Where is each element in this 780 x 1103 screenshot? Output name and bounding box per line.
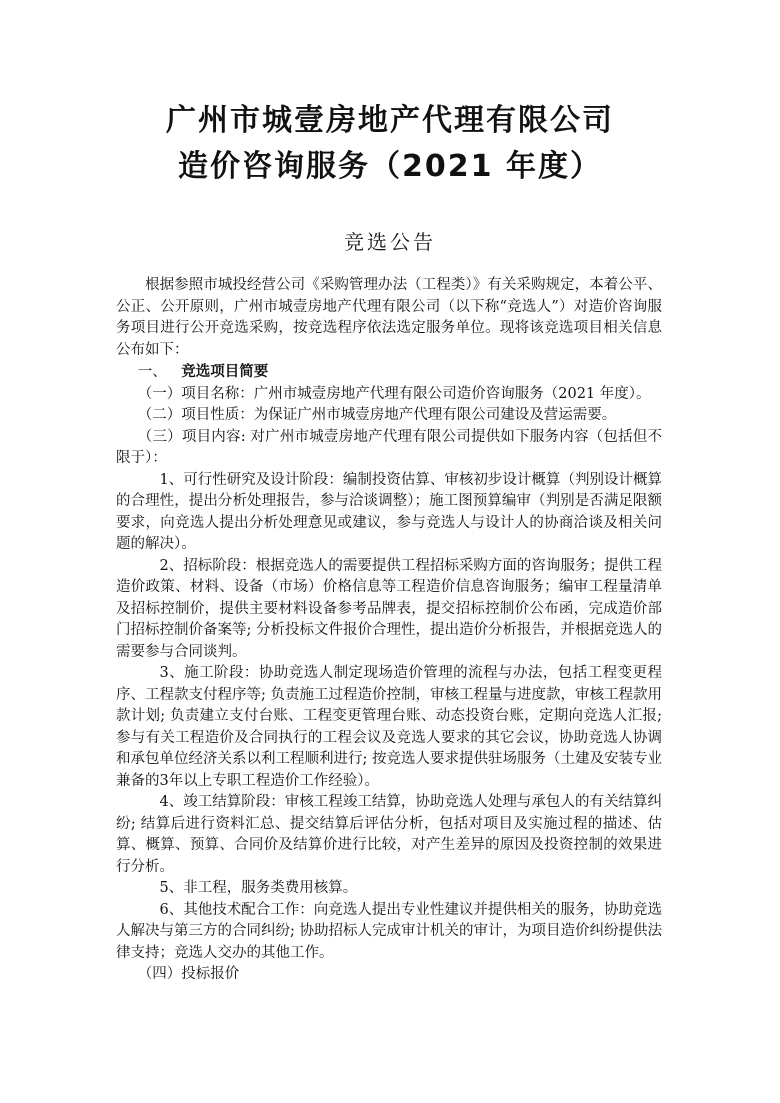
document-body <box>116 275 662 986</box>
item-project-nature: （二）项目性质：为保证广州市城壹房地产代理有限公司建设及营运需要。 <box>137 407 617 423</box>
document-subtitle: 竞选公告 <box>344 230 436 254</box>
stage-paragraph: 5、非工程，服务类费用核算。 <box>159 880 358 896</box>
stage-paragraph: 1、可行性研究及设计阶段：编制投资估算、审核初步设计概算（判别设计概算的合理性，提出分析处理报告，参与洽谈调整）；施工图预算编审（判别是否满足限额要求，向竞选人提出分析处理意见或建议，参与竞选人与设计人的协商洽谈及相关问题的解决）。 <box>116 471 662 552</box>
item-project-name: （一）项目名称：广州市城壹房地产代理有限公司造价咨询服务（2021 年度）。 <box>137 385 651 402</box>
stage-paragraph: 2、招标阶段：根据竞选人的需要提供工程招标采购方面的咨询服务；提供工程造价政策、材料、设备（市场）价格信息等工程造价信息咨询服务；编审工程量清单及招标控制价，提供主要材料设备参考品牌表，提交招标控制价公布函，完成造价部门招标控制价备案等; 分析投标文件报价合理性，提出造价分析报告，并根据竞选人的需要参与合同谈判。 <box>116 557 662 660</box>
title-line-1: 广州市城壹房地产代理有限公司 <box>166 103 614 138</box>
item-project-content: （三）项目内容: 对广州市城壹房地产代理有限公司提供如下服务内容（包括但不限于）： <box>116 428 662 466</box>
stage-paragraph: 4、竣工结算阶段：审核工程竣工结算，协助竞选人处理与承包人的有关结算纠纷; 结算后进行资料汇总、提交结算后评估分析，包括对项目及实施过程的描述、估算、概算、预算、合同价及结算价进行比较，对产生差异的原因及投资控制的效果进行分析。 <box>116 794 662 875</box>
stage-paragraph: 6、其他技术配合工作：向竞选人提出专业性建议并提供相关的服务，协助竞选人解决与第三方的合同纠纷; 协助招标人完成审计机关的审计，为项目造价纠纷提供法律支持；竞选人交办的其他工作。 <box>116 901 662 961</box>
section-heading <box>116 361 662 384</box>
section-number: 一、 <box>137 364 167 380</box>
stage-paragraph: 3、施工阶段：协助竞选人制定现场造价管理的流程与办法，包括工程变更程序、工程款支付程序等; 负责施工过程造价控制，审核工程量与进度款，审核工程款用款计划; 负责建立支付台账、工程变更管理台账、动态投资台账，定期向竞选人汇报; 参与有关工程造价及合同执行的工程会议及竞选人要求的其它会议，协助竞选人协调和承包单位经济关系以利工程顺利进行; 按竞选人要求提供驻场服务（土建及安装专业兼备的3年以上专职工程造价工作经验）。 <box>116 665 662 789</box>
intro-paragraph: 根据参照市城投经营公司《采购管理办法（工程类）》有关采购规定，本着公平、公正、公开原则，广州市城壹房地产代理有限公司（以下称“竞选人”）对造价咨询服务项目进行公开竞选采购，按竞选程序依法选定服务单位。现将该竞选项目相关信息公布如下： <box>116 277 662 358</box>
document-title <box>0 98 780 190</box>
title-line-2: 造价咨询服务（2021 年度） <box>178 149 602 184</box>
section-title: 竞选项目简要 <box>181 363 269 380</box>
item-bid-price: （四）投标报价 <box>137 966 240 982</box>
